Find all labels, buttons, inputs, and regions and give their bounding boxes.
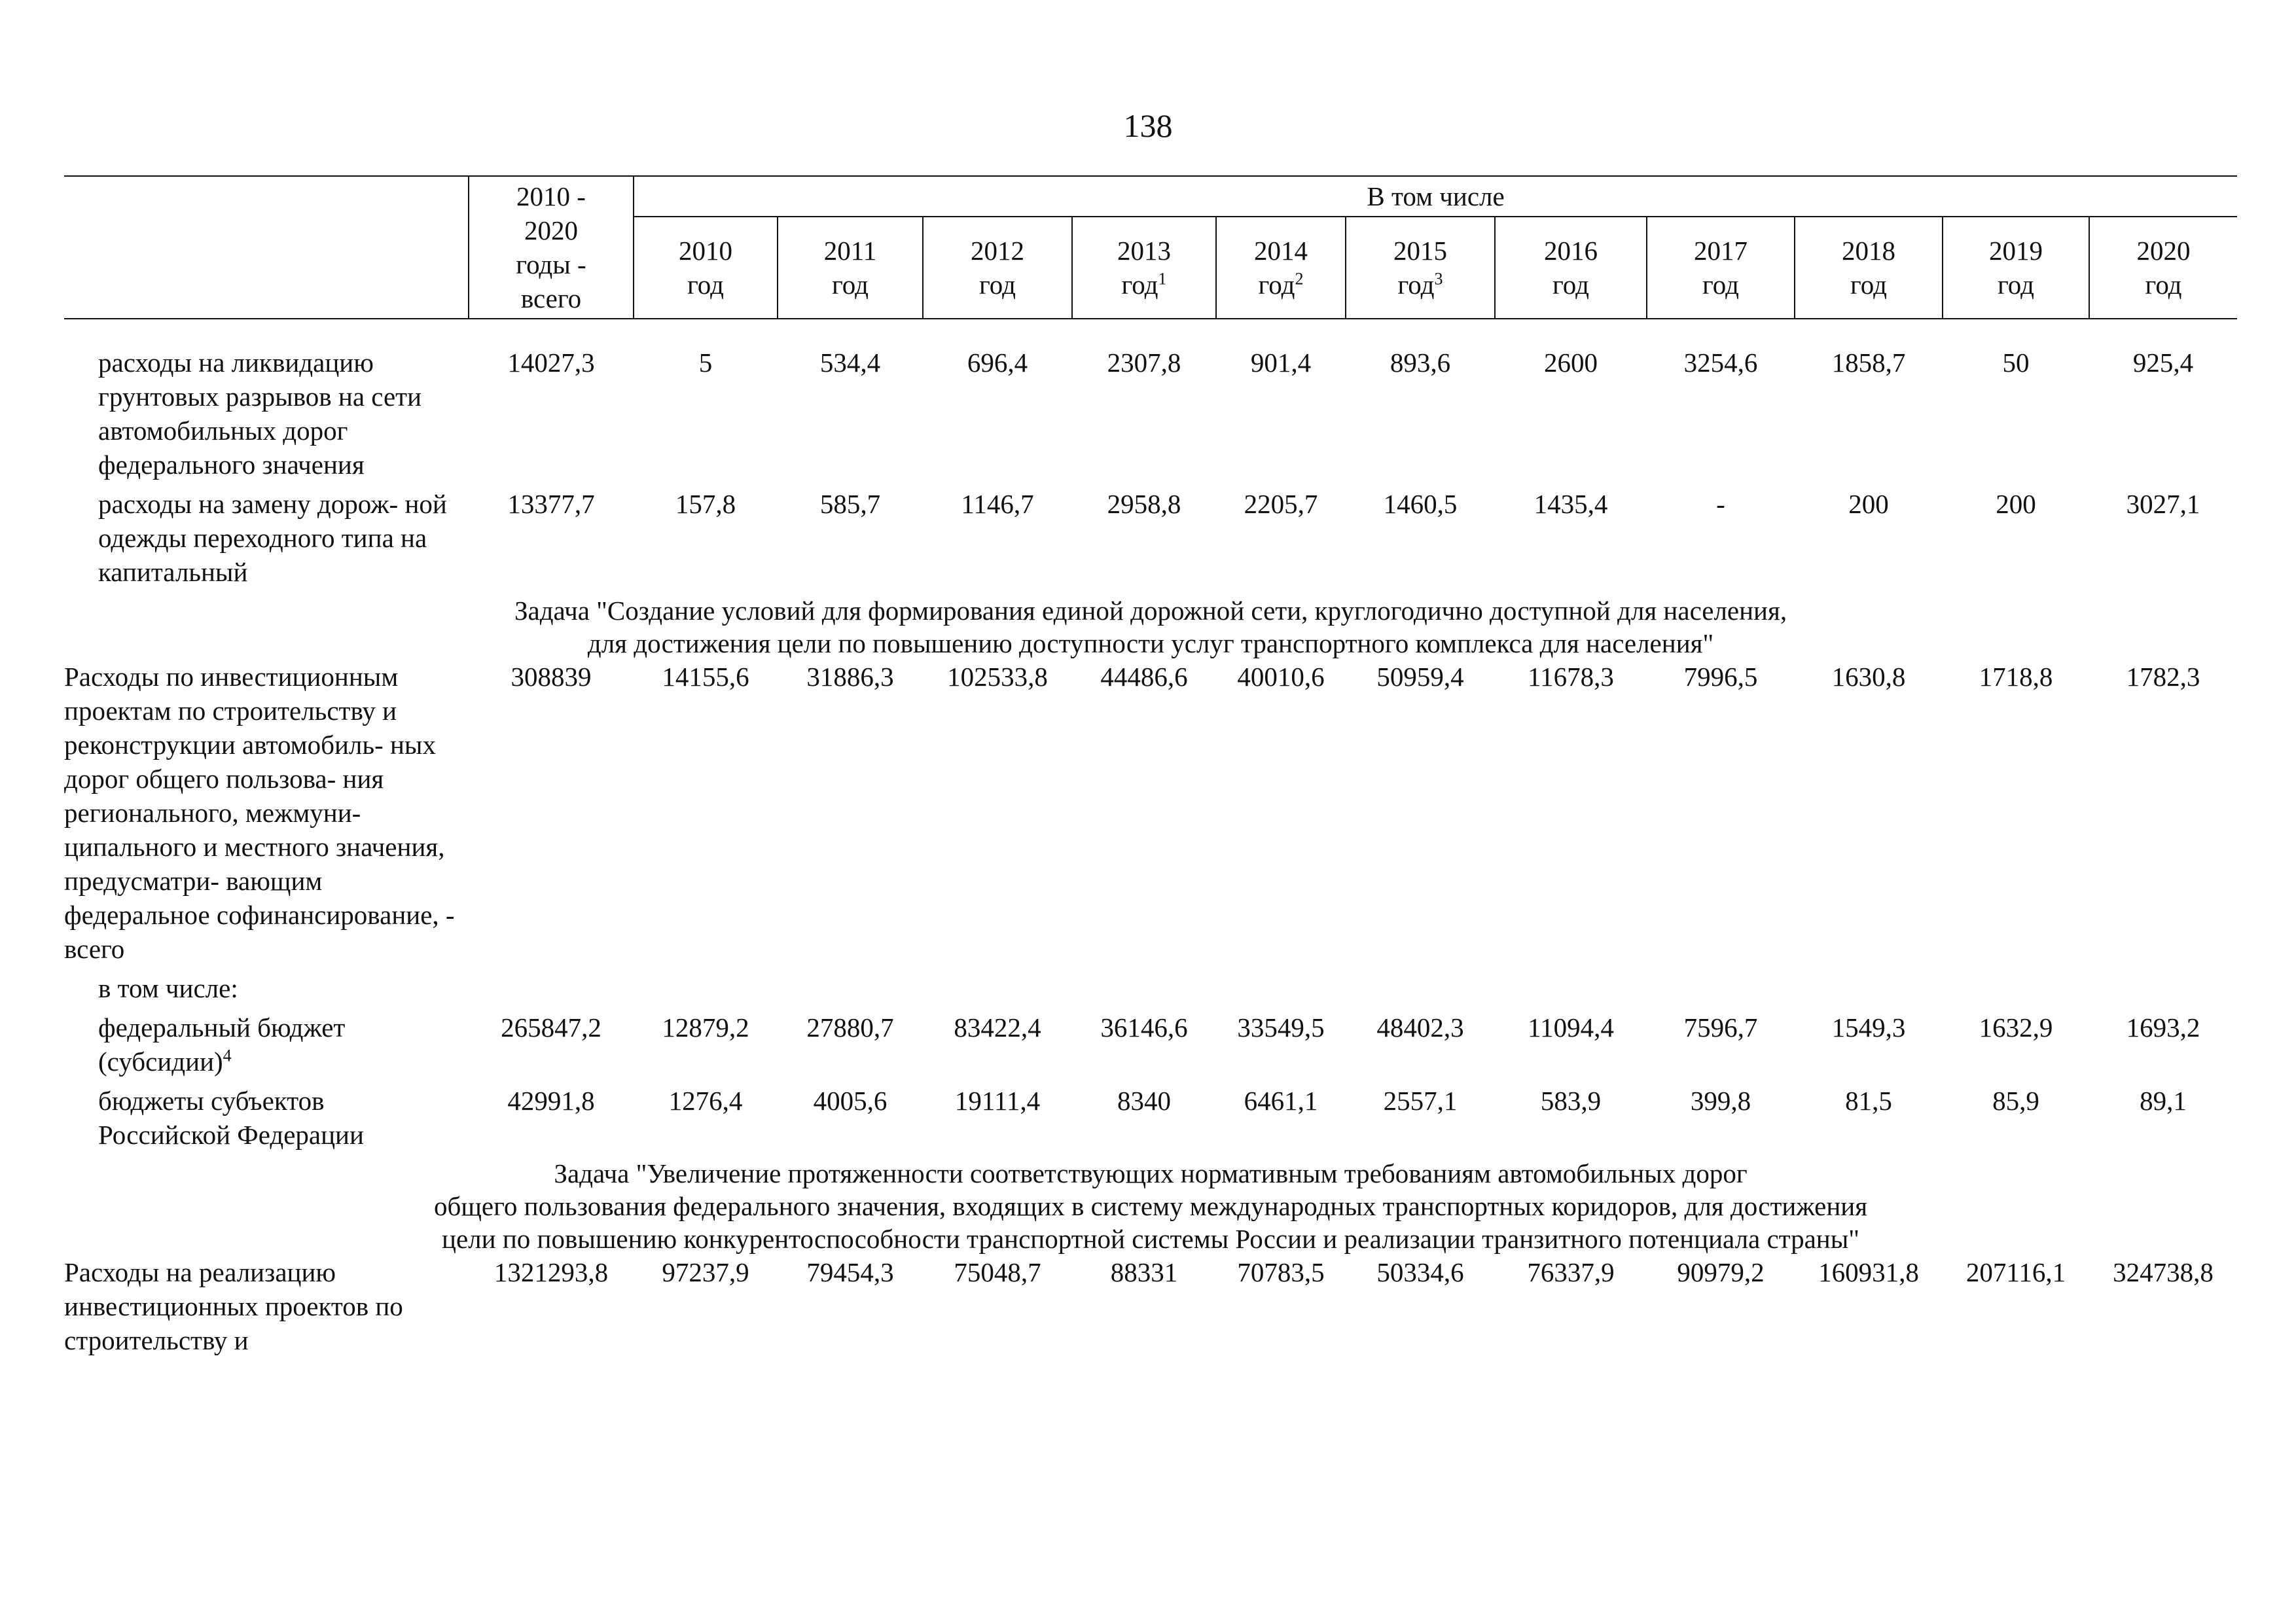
row-value: 97237,9 <box>662 1257 749 1287</box>
year-label: 2013 <box>1117 236 1171 266</box>
row-value: 2600 <box>1544 348 1598 378</box>
row-value: 14155,6 <box>662 662 749 692</box>
header-year-2014 <box>1216 217 1346 319</box>
row-value: 1693,2 <box>2126 1012 2200 1043</box>
row-value: 88331 <box>1110 1257 1178 1287</box>
row-value: 48402,3 <box>1376 1012 1464 1043</box>
task-heading-line: Задача "Увеличение протяженности соответствующих нормативным требованиям автомобильных дорог <box>554 1158 1748 1188</box>
year-unit: год <box>1258 270 1295 300</box>
row-value: 399,8 <box>1690 1086 1751 1116</box>
table-row <box>64 1010 2237 1084</box>
row-value: 200 <box>1848 489 1889 519</box>
row-total: 265847,2 <box>501 1012 601 1043</box>
row-label: федеральный бюджет (субсидии) <box>98 1012 346 1077</box>
row-value: 2958,8 <box>1107 489 1181 519</box>
row-label: Расходы по инвестиционным проектам по строительству и реконструкции автомобиль- ных дорог общего пользова- ния регионального, межмуни- ципального и местного значения, предусматри- вающим федеральное софинансирование, - всего <box>64 662 455 964</box>
task-heading <box>64 1157 2237 1255</box>
table-row <box>64 1084 2237 1157</box>
page-number: 138 <box>1123 107 1173 144</box>
table-row <box>64 660 2237 971</box>
row-value: 1276,4 <box>668 1086 743 1116</box>
header-year-2016 <box>1495 217 1647 319</box>
row-value: 3027,1 <box>2126 489 2200 519</box>
row-value: 31886,3 <box>806 662 894 692</box>
header-total-line: 2010 - <box>516 181 586 211</box>
row-value: 585,7 <box>819 489 881 519</box>
row-value: 76337,9 <box>1527 1257 1615 1287</box>
header-year-2020 <box>2089 217 2237 319</box>
year-label: 2016 <box>1544 236 1598 266</box>
row-value: 11678,3 <box>1528 662 1614 692</box>
year-unit: год <box>1850 270 1887 300</box>
row-value: 1549,3 <box>1831 1012 1906 1043</box>
row-value: 89,1 <box>2140 1086 2187 1116</box>
row-value: 40010,6 <box>1237 662 1325 692</box>
year-label: 2017 <box>1694 236 1748 266</box>
spacer <box>64 319 2237 346</box>
footnote-marker: 4 <box>223 1046 232 1065</box>
row-value: 901,4 <box>1250 348 1312 378</box>
row-value: 50 <box>2002 348 2030 378</box>
row-value: 6461,1 <box>1244 1086 1318 1116</box>
row-label: расходы на ликвидацию грунтовых разрывов на сети автомобильных дорог федерального значения <box>98 348 422 480</box>
row-value: 2557,1 <box>1383 1086 1458 1116</box>
header-total-line: всего <box>520 283 582 313</box>
task-heading-line: для достижения цели по повышению доступности услуг транспортного комплекса для населения" <box>587 628 1714 658</box>
row-value: 83422,4 <box>954 1012 1041 1043</box>
row-value: 75048,7 <box>954 1257 1041 1287</box>
footnote-marker: 3 <box>1434 269 1443 289</box>
year-unit: год <box>1702 270 1739 300</box>
row-value: 33549,5 <box>1237 1012 1325 1043</box>
row-label-cell <box>64 1010 469 1084</box>
table-row <box>64 487 2237 594</box>
row-value: 925,4 <box>2132 348 2194 378</box>
row-value: 50959,4 <box>1376 662 1464 692</box>
header-year-2012 <box>923 217 1072 319</box>
row-value: 7996,5 <box>1683 662 1758 692</box>
row-value: 70783,5 <box>1237 1257 1325 1287</box>
row-value: 1782,3 <box>2126 662 2200 692</box>
row-total: 14027,3 <box>507 348 595 378</box>
row-value: 102533,8 <box>947 662 1048 692</box>
header-total-line: годы - <box>516 249 586 279</box>
row-value: 85,9 <box>1992 1086 2039 1116</box>
row-value: 27880,7 <box>806 1012 894 1043</box>
row-value: 4005,6 <box>813 1086 888 1116</box>
footnote-marker: 2 <box>1295 269 1304 289</box>
row-value: 11094,4 <box>1528 1012 1614 1043</box>
year-unit: год <box>2145 270 2182 300</box>
year-unit: год <box>1998 270 2034 300</box>
header-group-label: В том числе <box>634 176 2237 217</box>
header-year-2010 <box>634 217 778 319</box>
header-year-2019 <box>1943 217 2089 319</box>
row-value: 893,6 <box>1390 348 1451 378</box>
header-year-2015 <box>1346 217 1495 319</box>
header-total-line: 2020 <box>524 215 578 245</box>
task-heading <box>64 594 2237 660</box>
year-label: 2019 <box>1989 236 2043 266</box>
row-value: 1630,8 <box>1831 662 1906 692</box>
header-year-2017 <box>1647 217 1795 319</box>
year-unit: год <box>1121 270 1158 300</box>
row-value: 8340 <box>1117 1086 1171 1116</box>
table-row <box>64 1255 2237 1363</box>
row-value: - <box>1716 489 1725 519</box>
row-label: расходы на замену дорож- ной одежды переходного типа на капитальный <box>98 489 447 587</box>
year-unit: год <box>832 270 869 300</box>
row-value: 5 <box>698 348 713 378</box>
year-label: 2012 <box>971 236 1024 266</box>
year-label: 2014 <box>1254 236 1308 266</box>
year-label: 2010 <box>679 236 732 266</box>
row-value: 81,5 <box>1845 1086 1892 1116</box>
row-value: 1460,5 <box>1383 489 1458 519</box>
row-value: 1146,7 <box>961 489 1034 519</box>
row-value: 1718,8 <box>1979 662 2053 692</box>
row-total: 13377,7 <box>507 489 595 519</box>
year-label: 2011 <box>823 236 877 266</box>
row-value: 324738,8 <box>2113 1257 2214 1287</box>
year-label: 2015 <box>1393 236 1447 266</box>
row-value: 1435,4 <box>1534 489 1608 519</box>
row-value: 157,8 <box>675 489 736 519</box>
table-header <box>64 176 2237 319</box>
row-value: 19111,4 <box>954 1086 1041 1116</box>
row-total: 1321293,8 <box>493 1257 609 1287</box>
row-value: 3254,6 <box>1683 348 1758 378</box>
header-year-2013 <box>1072 217 1216 319</box>
header-label-cell <box>64 176 469 319</box>
year-label: 2018 <box>1842 236 1895 266</box>
row-value: 1632,9 <box>1979 1012 2053 1043</box>
row-value: 2307,8 <box>1107 348 1181 378</box>
task-heading-line: Задача "Создание условий для формирования единой дорожной сети, круглогодично доступной для населения, <box>514 596 1787 626</box>
year-unit: год <box>1397 270 1435 300</box>
row-value: 160931,8 <box>1818 1257 1919 1287</box>
row-value: 534,4 <box>819 348 881 378</box>
row-value: 44486,6 <box>1100 662 1188 692</box>
header-year-2011 <box>778 217 923 319</box>
year-unit: год <box>1552 270 1589 300</box>
header-year-2018 <box>1795 217 1943 319</box>
header-total-cell <box>469 176 634 319</box>
row-label: бюджеты субъектов Российской Федерации <box>98 1086 364 1150</box>
including-label: в том числе: <box>98 973 238 1003</box>
year-label: 2020 <box>2136 236 2191 266</box>
row-total: 42991,8 <box>507 1086 595 1116</box>
task-heading-line: общего пользования федерального значения, входящих в систему международных транспортных коридоров, для достижения <box>434 1191 1868 1221</box>
row-value: 12879,2 <box>662 1012 749 1043</box>
row-value: 36146,6 <box>1100 1012 1188 1043</box>
footnote-marker: 1 <box>1158 269 1167 289</box>
budget-table <box>64 175 2237 1363</box>
row-value: 7596,7 <box>1683 1012 1758 1043</box>
table-row <box>64 346 2237 487</box>
row-value: 207116,1 <box>1965 1257 2066 1287</box>
task-heading-line: цели по повышению конкурентоспособности транспортной системы России и реализации транзитного потенциала страны" <box>442 1224 1860 1254</box>
row-value: 200 <box>1996 489 2036 519</box>
row-value: 696,4 <box>967 348 1028 378</box>
row-value: 79454,3 <box>806 1257 894 1287</box>
row-value: 50334,6 <box>1376 1257 1464 1287</box>
year-unit: год <box>687 270 724 300</box>
year-unit: год <box>979 270 1016 300</box>
row-value: 583,9 <box>1540 1086 1602 1116</box>
row-value: 90979,2 <box>1677 1257 1765 1287</box>
row-total: 308839 <box>511 662 592 692</box>
row-value: 2205,7 <box>1244 489 1318 519</box>
row-value: 1858,7 <box>1831 348 1906 378</box>
row-label: Расходы на реализацию инвестиционных проектов по строительству и <box>64 1257 403 1355</box>
